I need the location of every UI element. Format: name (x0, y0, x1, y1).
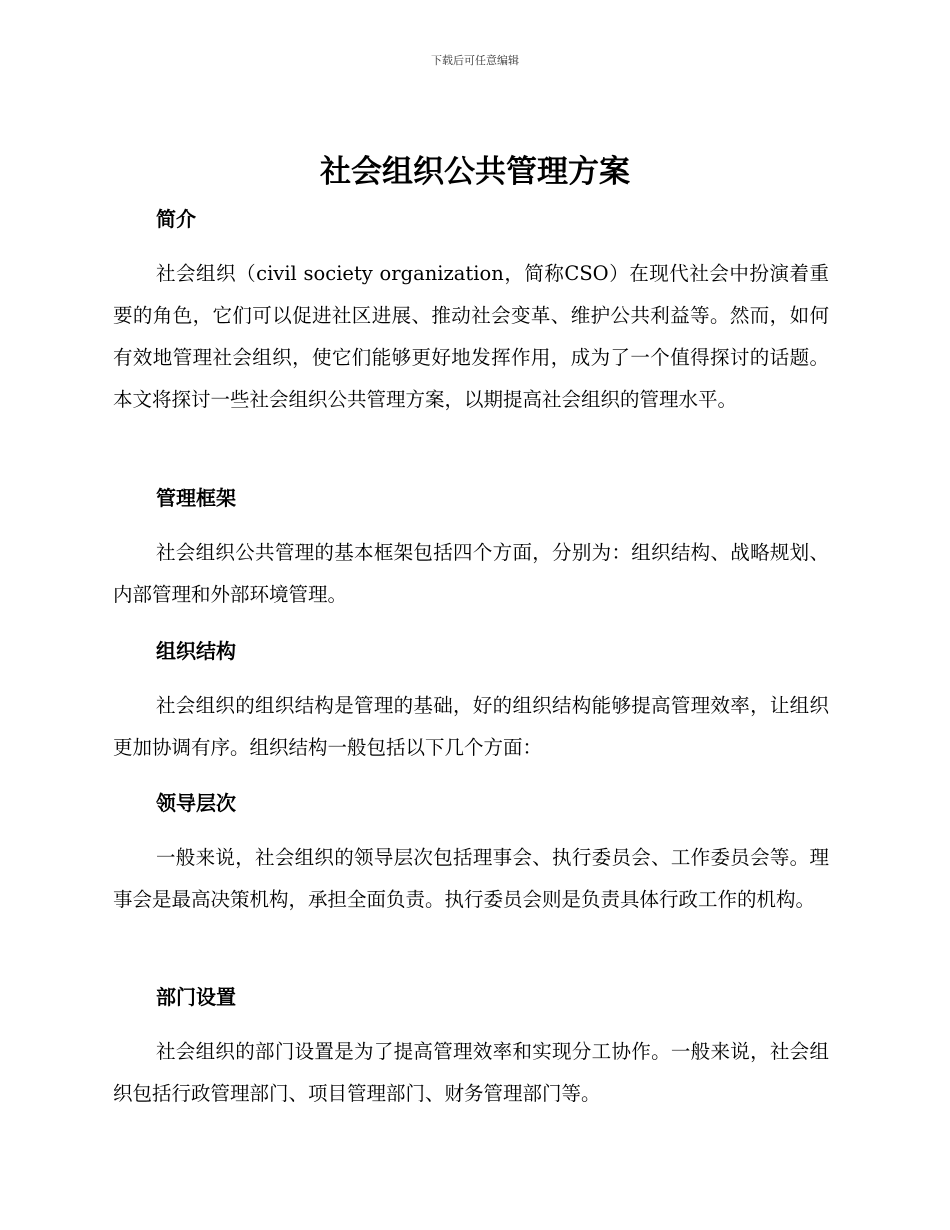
section-paragraph-leadership: 一般来说，社会组织的领导层次包括理事会、执行委员会、工作委员会等。理事会是最高决策机构，承担全面负责。执行委员会则是负责具体行政工作的机构。 (113, 846, 829, 911)
section-paragraph-intro: 社会组织（civil society organization，简称CSO）在现代社会中扮演着重要的角色，它们可以促进社区进展、推动社会变革、维护公共利益等。然而，如何有效地管理社会组织，使它们能够更好地发挥作用，成为了一个值得探讨的话题。本文将探讨一些社会组织公共管理方案，以期提高社会组织的管理水平。 (113, 262, 829, 411)
section-paragraph-departments: 社会组织的部门设置是为了提高管理效率和实现分工协作。一般来说，社会组织包括行政管理部门、项目管理部门、财务管理部门等。 (113, 1040, 829, 1105)
section-heading-leadership: 领导层次 (156, 791, 236, 815)
header-note: 下载后可任意编辑 (431, 54, 519, 67)
section-heading-departments: 部门设置 (156, 985, 236, 1009)
section-paragraph-framework: 社会组织公共管理的基本框架包括四个方面，分别为：组织结构、战略规划、内部管理和外部环境管理。 (113, 541, 829, 606)
document-title: 社会组织公共管理方案 (320, 154, 630, 190)
section-heading-intro: 简介 (156, 207, 196, 231)
section-heading-framework: 管理框架 (156, 486, 236, 510)
section-heading-structure: 组织结构 (156, 639, 236, 663)
section-paragraph-structure: 社会组织的组织结构是管理的基础，好的组织结构能够提高管理效率，让组织更加协调有序。组织结构一般包括以下几个方面： (113, 694, 829, 759)
